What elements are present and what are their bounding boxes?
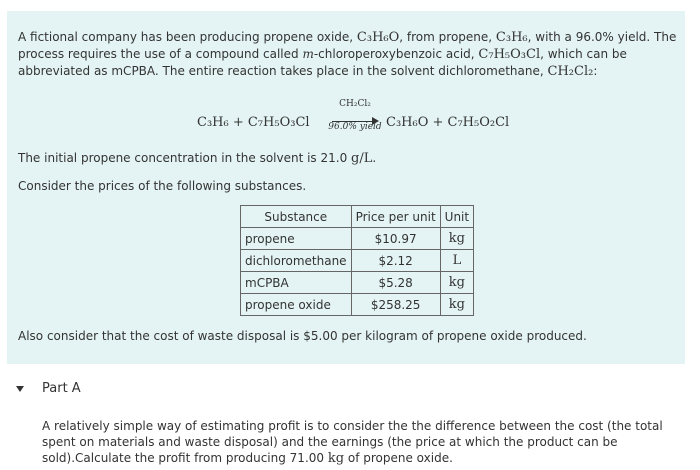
price-cell: $2.12 [351,250,440,272]
table-row [241,250,474,272]
prices-intro: Consider the prices of the following substances. [18,179,307,193]
reaction-equation [197,99,527,151]
unit-cell: kg [440,294,473,316]
part-a-question [42,418,682,467]
reaction-arrow [330,99,380,139]
substance-cell: propene oxide [241,294,352,316]
header-price: Price per unit [351,206,440,228]
price-cell: $258.25 [351,294,440,316]
table-header-row [241,206,474,228]
intro-text-5: , which can be abbreviated as mCPBA. The entire reaction takes place in the solvent dichloromethane, [18,47,627,78]
concentration-text: The initial propene concentration in the solvent is 21.0 [18,151,352,165]
header-unit: Unit [440,206,473,228]
concentration-unit: g/L [351,151,373,166]
price-table [240,205,474,316]
substance-cell: propene [241,228,352,250]
intro-text-3: , with a 96.0% yield. The process requires the use of a compound called [18,30,677,61]
intro-text-4: -chloroperoxybenzoic acid, [313,47,479,61]
equation-reactants: C₃H₆ + C₇H₅O₃Cl [197,115,310,130]
concentration-line [18,151,376,166]
waste-disposal-text: Also consider that the cost of waste disposal is $5.00 per kilogram of propene oxide produced. [18,329,587,343]
intro-text-2: , from propene, [399,30,496,44]
question-unit: kg [327,451,345,466]
price-cell: $5.28 [351,272,440,294]
arrow-yield-label: 96.0% yield [328,122,382,132]
header-substance: Substance [241,206,352,228]
meta-prefix: m [302,47,314,61]
propene-oxide-formula: C₃H₆O [356,30,400,45]
table-row [241,294,474,316]
unit-cell: kg [440,228,473,250]
table-row [241,228,474,250]
solvent-formula: CH₂Cl₂ [547,64,594,79]
intro-text-6: : [593,64,598,78]
intro-text-1: A fictional company has been producing propene oxide, [18,30,357,44]
price-table-wrapper [240,205,474,316]
substance-cell: dichloromethane [241,250,352,272]
arrow-solvent-label: CH₂Cl₂ [339,99,371,109]
part-a-title[interactable]: Part A [42,381,81,396]
question-text: A relatively simple way of estimating profit is to consider the the difference between the cost (the total spent on materials and waste disposal) and the earnings (the price at which the product can be sold).Calculate the profit from producing 71.00 [42,419,663,465]
substance-cell: mCPBA [241,272,352,294]
price-cell: $10.97 [351,228,440,250]
concentration-period: . [372,151,377,165]
mcpba-formula: C₇H₅O₃Cl [478,47,541,62]
intro-paragraph [18,29,678,80]
table-row [241,272,474,294]
unit-cell: L [440,250,473,272]
equation-products: C₃H₆O + C₇H₅O₂Cl [386,115,510,130]
unit-cell: kg [440,272,473,294]
propene-formula: C₃H₆ [495,30,528,45]
question-end: of propene oxide. [344,451,453,465]
caret-down-icon[interactable] [16,386,24,392]
